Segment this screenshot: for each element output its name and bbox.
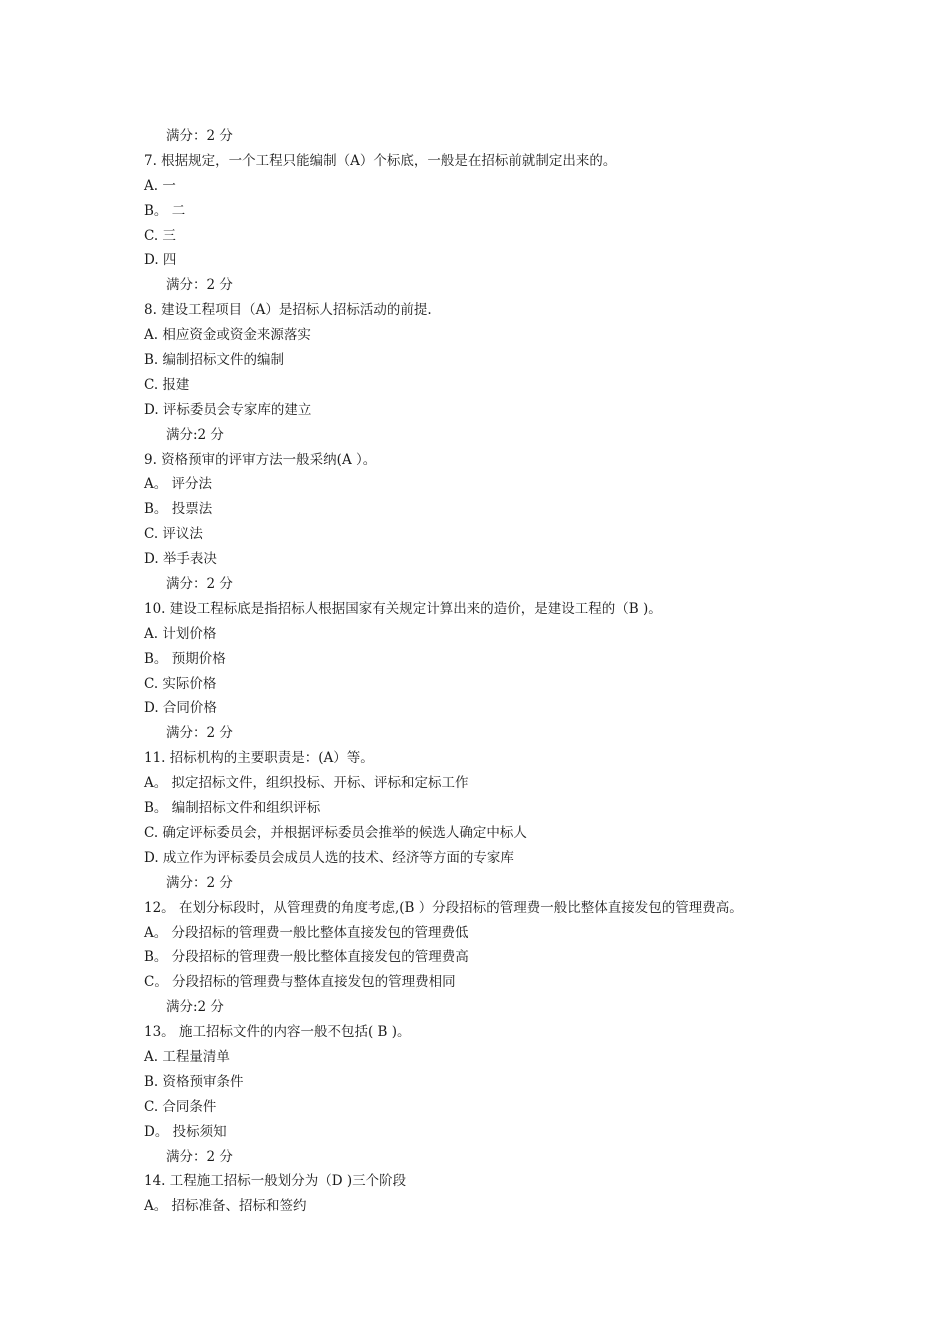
answer-option: A. 工程量清单 [144,1048,230,1065]
answer-option: D. 合同价格 [144,700,217,717]
answer-option: B. 资格预审条件 [144,1073,244,1090]
answer-option: B. 编制招标文件的编制 [144,352,285,369]
answer-option: D. 评标委员会专家库的建立 [144,401,312,418]
answer-option: A。 评分法 [144,476,213,493]
score-line: 满分:2 分 [166,426,224,443]
answer-option: A。 分段招标的管理费一般比整体直接发包的管理费低 [144,924,469,941]
answer-option: C. 报建 [144,376,190,393]
question-text: 11. 招标机构的主要职责是：(A）等。 [144,750,374,767]
score-line: 满分：2 分 [166,128,233,144]
answer-option: D。 投标须知 [144,1123,227,1140]
answer-option: C. 三 [144,227,176,244]
answer-option: B。 投票法 [144,501,213,518]
answer-option: A。 拟定招标文件，组织投标、开标、评标和定标工作 [144,775,469,792]
document-body [144,124,844,1219]
question-text: 13。 施工招标文件的内容一般不包括( B )。 [144,1024,411,1041]
answer-option: C. 合同条件 [144,1098,217,1115]
answer-option: A. 一 [144,177,176,194]
answer-option: A. 相应资金或资金来源落实 [144,327,311,344]
score-line: 满分:2 分 [166,999,224,1016]
answer-option: B。 预期价格 [144,650,226,667]
score-line: 满分：2 分 [166,1148,233,1165]
question-text: 12。 在划分标段时，从管理费的角度考虑,(B ）分段招标的管理费一般比整体直接发包的管理费高。 [144,899,743,916]
answer-option: B。 分段招标的管理费一般比整体直接发包的管理费高 [144,949,469,966]
question-text: 9. 资格预审的评审方法一般采纳(A ）。 [144,451,377,468]
question-text: 10. 建设工程标底是指招标人根据国家有关规定计算出来的造价，是建设工程的（B )。 [144,600,662,617]
answer-option: D. 成立作为评标委员会成员人选的技术、经济等方面的专家库 [144,849,514,866]
answer-option: A. 计划价格 [144,625,217,642]
answer-option: B。 编制招标文件和组织评标 [144,800,321,817]
answer-option: A。 招标准备、招标和签约 [144,1198,307,1215]
score-line: 满分：2 分 [166,576,233,593]
answer-option: C. 评议法 [144,526,203,543]
answer-option: C. 实际价格 [144,675,217,692]
score-line: 满分：2 分 [166,874,233,891]
score-line: 满分：2 分 [166,725,233,742]
question-text: 7. 根据规定，一个工程只能编制（A）个标底，一般是在招标前就制定出来的。 [144,152,617,169]
question-text: 14. 工程施工招标一般划分为（D )三个阶段 [144,1173,407,1190]
score-line: 满分：2 分 [166,277,233,294]
answer-option: B。 二 [144,202,186,219]
answer-option: C。 分段招标的管理费与整体直接发包的管理费相同 [144,974,456,991]
answer-option: D. 四 [144,252,177,269]
question-text: 8. 建设工程项目（A）是招标人招标活动的前提. [144,302,432,319]
answer-option: C. 确定评标委员会，并根据评标委员会推举的候选人确定中标人 [144,824,527,841]
answer-option: D. 举手表决 [144,551,217,568]
